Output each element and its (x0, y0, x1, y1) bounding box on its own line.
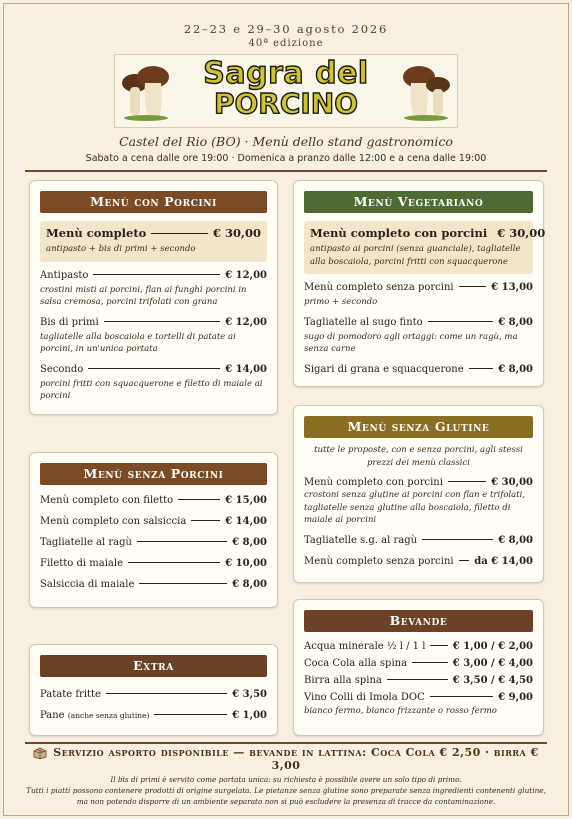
item-price: € 30,00 (212, 226, 261, 240)
leader-dots (469, 368, 494, 369)
drink-item (304, 692, 533, 703)
section-intro: tutte le proposte, con e senza porcini, agli stessi prezzi dei menù classici (314, 445, 523, 468)
item-price: € 8,00 (232, 579, 267, 590)
menu-item (40, 270, 267, 281)
item-price: € 3,50 / € 4,50 (452, 675, 533, 686)
item-name: Menù completo con salsiccia (40, 516, 187, 527)
card-title: Menù senza Glutine (304, 416, 533, 438)
item-note: sugo di pomodoro agli ortaggi: come un ragù, ma senza carne (304, 331, 518, 354)
item-name: Filetto di maiale (40, 558, 123, 569)
item-name: Tagliatelle s.g. al ragù (304, 534, 418, 546)
header-divider (25, 170, 547, 172)
card-menu-senza-porcini (29, 452, 278, 608)
item-price: € 8,00 (232, 537, 267, 548)
item-note: antipasto ai porcini (senza guanciale), tagliatelle alla boscaiola, porcini fritti con squacquerone (310, 244, 521, 267)
item-price: € 30,00 (491, 477, 533, 488)
leader-dots (104, 321, 221, 322)
leader-dots (387, 679, 448, 680)
menu-item (40, 689, 267, 700)
item-note: bianco fermo, bianco frizzante o rosso fermo (304, 706, 497, 716)
item-name: Menù completo con porcini (310, 226, 488, 240)
takeaway-box-icon (33, 747, 47, 759)
item-name: Tagliatelle al ragù (40, 537, 132, 548)
leader-dots (448, 481, 486, 482)
item-name: Birra alla spina (304, 675, 382, 686)
item-price: € 1,00 (232, 710, 267, 721)
footer-note: Tutti i piatti possono contenere prodotti di origine surgelata. Le pietanze senza glutine sono preparate senza ingredienti contenenti glutine, ma non potendo disporre di un ambiente separato non si può escludere la presenza di tracce da contaminazione. (26, 786, 546, 806)
item-name: Menù completo con porcini (304, 477, 443, 488)
item-name: Menù completo senza porcini (304, 282, 454, 293)
menu-item (40, 364, 267, 375)
event-dates: 22–23 e 29–30 agosto 2026 (183, 22, 389, 36)
porcino-mushroom-icon (401, 61, 451, 121)
footer-divider (25, 742, 547, 744)
card-title: Menù senza Porcini (40, 463, 267, 485)
item-note: primo + secondo (304, 297, 378, 307)
leader-dots (430, 645, 447, 646)
takeaway-info: Servizio asporto disponibile — bevande in lattina: Coca Cola € 2,50 · birra € 3,00 (53, 746, 539, 772)
header (0, 22, 572, 164)
leader-dots (422, 539, 493, 540)
item-note: porcini fritti con squacquerone e filetto di maiale ai porcini (40, 378, 263, 401)
card-title: Extra (40, 655, 267, 677)
item-name: Menù completo con filetto (40, 495, 174, 506)
item-note: antipasto + bis di primi + secondo (46, 244, 196, 254)
item-name: Bis di primi (40, 316, 99, 328)
card-menu-vegetariano (293, 180, 544, 387)
card-menu-senza-glutine (293, 405, 544, 583)
item-note: crostoni senza glutine ai porcini con flan e trifolati, tagliatelle senza glutine alla boscaiola, filetto di maiale ai porcini (304, 490, 526, 525)
leader-dots (154, 714, 227, 715)
item-price: € 13,00 (491, 282, 533, 293)
leader-dots (93, 274, 220, 275)
item-price: € 8,00 (498, 534, 533, 546)
item-price: € 14,00 (225, 363, 267, 375)
item-name: Pane (40, 710, 65, 721)
leader-dots (128, 562, 220, 563)
menu-item (304, 282, 533, 293)
item-name: Tagliatelle al sugo finto (304, 316, 423, 328)
item-note: tagliatelle alla boscaiola e tortelli di patate ai porcini, in un'unica portata (40, 331, 236, 354)
item-subnote: (anche senza glutine) (67, 711, 150, 720)
drink-item (304, 658, 533, 669)
logo-title-line1: Sagra del (203, 56, 369, 91)
menu-item (304, 477, 533, 488)
featured-item (304, 221, 546, 274)
card-title: Menù con Porcini (40, 191, 267, 213)
footer-note: Il bis di primi è servito come portata unica: su richiesta è possibile avere un solo tipo di primo. (110, 775, 462, 784)
leader-dots (430, 696, 493, 697)
menu-item (40, 537, 267, 548)
leader-dots (137, 541, 227, 542)
item-name: Menù completo senza porcini (304, 555, 454, 567)
item-price: € 12,00 (225, 316, 267, 328)
item-name: Coca Cola alla spina (304, 658, 408, 669)
item-price: € 8,00 (498, 363, 533, 375)
item-name: Acqua minerale ½ l / 1 l (304, 641, 426, 652)
card-menu-porcini (29, 180, 278, 415)
item-name: Vino Colli di Imola DOC (304, 692, 425, 703)
item-note: crostini misti ai porcini, flan ai funghi porcini in salsa cremosa, porcini trifolati con grana (40, 284, 247, 307)
menu-item (40, 710, 267, 721)
item-price: € 14,00 (225, 516, 267, 527)
item-name: Secondo (40, 363, 84, 375)
item-price: € 8,00 (498, 316, 533, 328)
logo-title-line2: PORCINO (213, 87, 359, 120)
card-title: Bevande (304, 610, 533, 632)
item-price: € 30,00 (497, 226, 546, 240)
item-price: € 12,00 (225, 269, 267, 281)
menu-item (304, 364, 533, 375)
menu-item (40, 558, 267, 569)
footer (25, 746, 547, 807)
leader-dots (412, 662, 448, 663)
item-price: da € 14,00 (474, 555, 533, 567)
leader-dots (428, 321, 493, 322)
item-price: € 15,00 (225, 495, 267, 506)
item-name: Menù completo (46, 226, 147, 240)
card-bevande (293, 599, 544, 736)
edition-label: 40ª edizione (248, 38, 324, 49)
leader-dots (151, 233, 208, 234)
item-price: € 3,00 / € 4,00 (452, 658, 533, 669)
menu-item (40, 317, 267, 328)
item-price: € 10,00 (225, 558, 267, 569)
card-title: Menù Vegetariano (304, 191, 533, 213)
featured-item (40, 221, 267, 262)
item-price: € 1,00 / € 2,00 (452, 641, 533, 652)
menu-item (40, 495, 267, 506)
menu-item (304, 535, 533, 546)
porcino-mushroom-icon (121, 61, 171, 121)
subtitle: Castel del Rio (BO) · Menù dello stand gastronomico (119, 134, 453, 149)
menu-item (304, 556, 533, 567)
event-logo (114, 54, 458, 128)
menu-item (40, 579, 267, 590)
drink-item (304, 641, 533, 652)
item-price: € 9,00 (498, 692, 533, 703)
leader-dots (191, 520, 220, 521)
menu-item (40, 516, 267, 527)
leader-dots (178, 499, 220, 500)
leader-dots (106, 693, 227, 694)
item-name: Salsiccia di maiale (40, 579, 135, 590)
drink-item (304, 675, 533, 686)
leader-dots (459, 560, 470, 561)
item-name: Sigari di grana e squacquerone (304, 363, 464, 375)
item-name: Antipasto (40, 269, 89, 281)
menu-item (304, 317, 533, 328)
item-price: € 3,50 (232, 689, 267, 700)
leader-dots (88, 368, 220, 369)
leader-dots (139, 583, 227, 584)
opening-hours: Sabato a cena dalle ore 19:00 · Domenica a pranzo dalle 12:00 e a cena dalle 19:00 (85, 153, 487, 164)
item-name: Patate fritte (40, 689, 101, 700)
card-extra (29, 644, 278, 736)
leader-dots (459, 286, 487, 287)
